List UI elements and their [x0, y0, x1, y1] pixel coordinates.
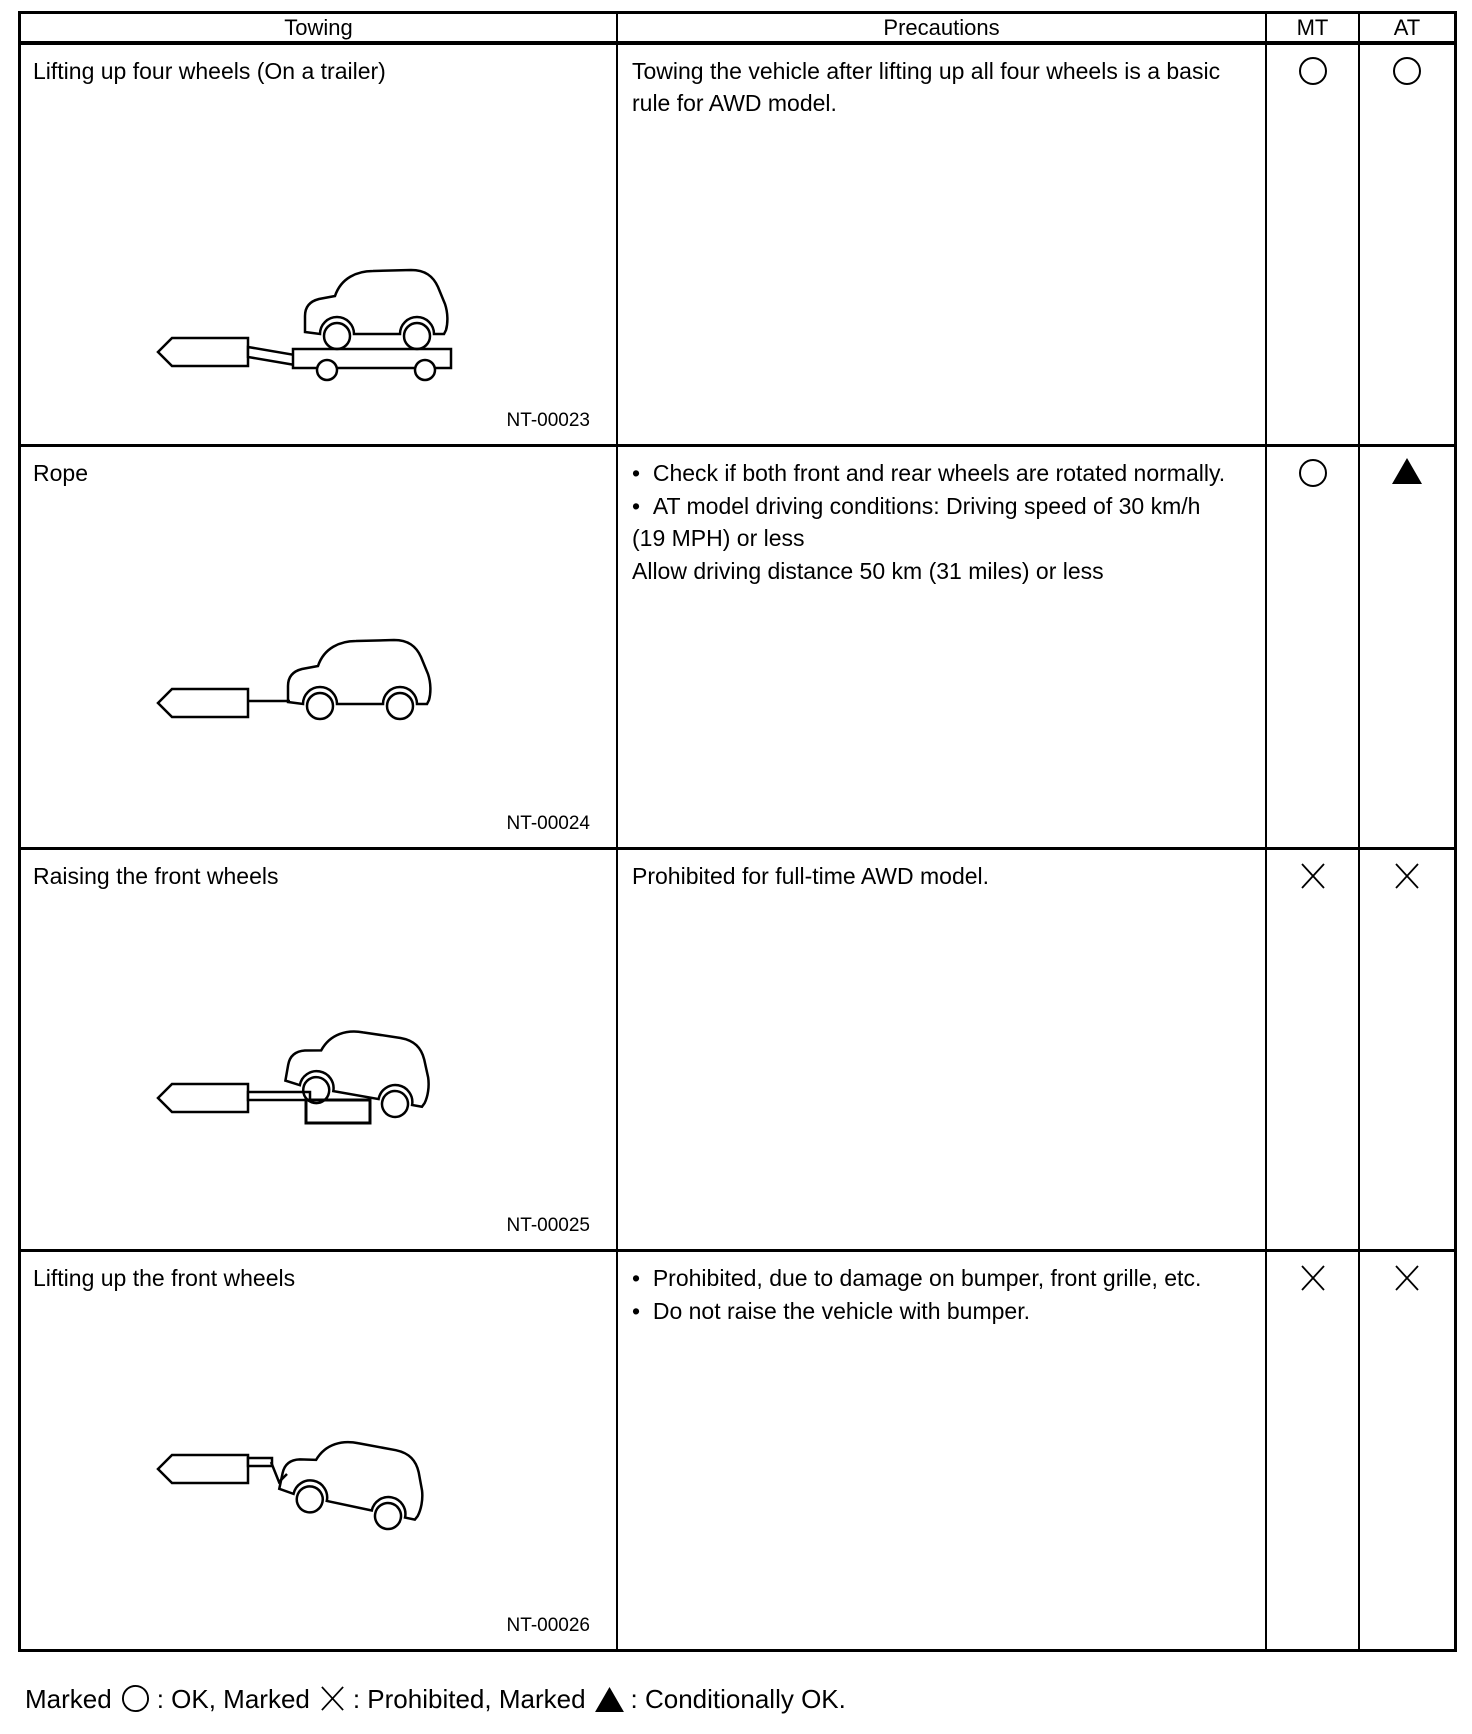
prohibited-cross-icon: [1393, 861, 1421, 891]
tilted-car-icon: [276, 1428, 432, 1535]
precautions-cell: [618, 1252, 1267, 1649]
figure-id-label: NT-00023: [506, 410, 590, 431]
header-at-label: AT: [1393, 15, 1421, 40]
figure-id-label: NT-00024: [506, 813, 590, 834]
at-cell: [1360, 447, 1454, 850]
prohibited-cross-icon: [319, 1684, 346, 1713]
towing-method-label: Raising the front wheels: [33, 863, 279, 889]
towing-cell: [21, 45, 618, 447]
mt-cell: [1267, 850, 1360, 1252]
car-lifted-by-bumper-figure: [143, 1428, 473, 1588]
precautions-cell: [618, 850, 1267, 1252]
towing-cell: [21, 1252, 618, 1649]
header-mt-label: MT: [1296, 15, 1329, 40]
legend-note: [25, 1682, 846, 1716]
precaution-text: • Check if both front and rear wheels are rotated normally.: [632, 457, 1231, 489]
header-cell-at: [1360, 14, 1454, 45]
car-icon: [305, 270, 447, 349]
legend-ok-text: : OK, Marked: [156, 1684, 310, 1714]
tow-truck-icon: [158, 689, 248, 717]
prohibited-cross-icon: [1299, 861, 1327, 891]
towing-precautions-table: [18, 11, 1457, 1652]
lift-hook-icon: [271, 1462, 287, 1482]
precaution-text: • AT model driving conditions: Driving speed of 30 km/h (19 MPH) or less: [632, 490, 1231, 554]
tow-truck-icon: [158, 1084, 248, 1112]
towing-cell: [21, 447, 618, 850]
precaution-text: Allow driving distance 50 km (31 miles) or less: [632, 558, 1104, 584]
mt-cell: [1267, 447, 1360, 850]
car-icon: [288, 640, 430, 719]
towing-method-label: Lifting up four wheels (On a trailer): [33, 58, 386, 84]
legend-prefix: Marked: [25, 1684, 112, 1714]
precaution-text: • Do not raise the vehicle with bumper.: [632, 1295, 1231, 1327]
ok-circle-icon: [121, 1684, 150, 1713]
tow-truck-icon: [158, 338, 248, 366]
header-cell-mt: [1267, 14, 1360, 45]
lift-bar-icon: [248, 1458, 272, 1466]
conditional-triangle-icon: [595, 1687, 624, 1713]
trailer-hitch-icon: [248, 347, 295, 365]
car-on-trailer-figure: [143, 239, 473, 399]
prohibited-cross-icon: [1299, 1263, 1327, 1293]
ok-circle-icon: [1392, 56, 1422, 86]
at-cell: [1360, 45, 1454, 447]
header-towing-label: Towing: [284, 15, 353, 40]
precaution-text: Towing the vehicle after lifting up all four wheels is a basic rule for AWD model.: [632, 58, 1221, 116]
header-cell-towing: [21, 14, 618, 45]
towing-cell: [21, 850, 618, 1252]
trailer-wheel-icon: [317, 360, 337, 380]
mt-cell: [1267, 1252, 1360, 1649]
precaution-text: Prohibited for full-time AWD model.: [632, 863, 990, 889]
legend-prohibited-text: : Prohibited, Marked: [352, 1684, 586, 1714]
precautions-cell: [618, 447, 1267, 850]
figure-id-label: NT-00026: [506, 1615, 590, 1636]
header-precautions-label: Precautions: [883, 15, 1000, 40]
precaution-text: • Prohibited, due to damage on bumper, front grille, etc.: [632, 1262, 1231, 1294]
at-cell: [1360, 850, 1454, 1252]
tow-truck-icon: [158, 1455, 248, 1483]
towing-method-label: Lifting up the front wheels: [33, 1265, 296, 1291]
precautions-cell: [618, 45, 1267, 447]
ok-circle-icon: [1298, 458, 1328, 488]
trailer-wheel-icon: [415, 360, 435, 380]
ok-circle-icon: [1298, 56, 1328, 86]
towing-method-label: Rope: [33, 460, 88, 486]
front-wheels-on-dolly-figure: [143, 1020, 473, 1180]
at-cell: [1360, 1252, 1454, 1649]
legend-conditional-text: : Conditionally OK.: [630, 1684, 846, 1714]
prohibited-cross-icon: [1393, 1263, 1421, 1293]
header-cell-precautions: [618, 14, 1267, 45]
mt-cell: [1267, 45, 1360, 447]
conditional-triangle-icon: [1392, 458, 1422, 485]
figure-id-label: NT-00025: [506, 1215, 590, 1236]
tow-bar-icon: [248, 1092, 310, 1100]
car-towed-by-rope-figure: [143, 625, 473, 775]
